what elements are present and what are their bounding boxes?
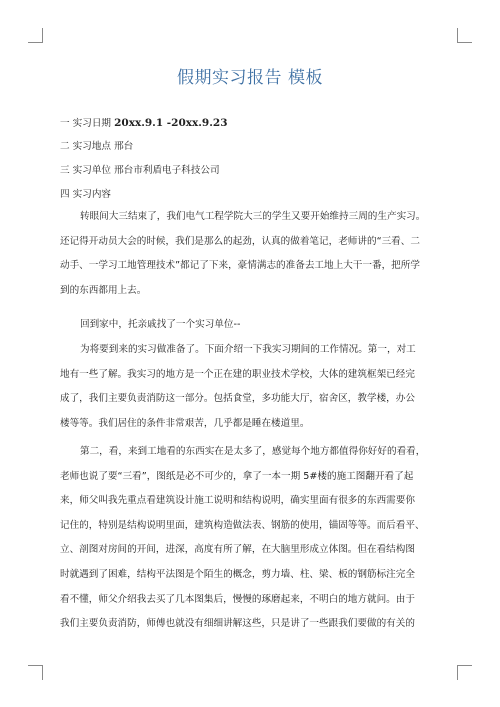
paragraph-line: 还记得开动员大会的时候，我们是那么的起劲，认真的做着笔记，老师讲的“三看、二: [60, 235, 420, 247]
paragraph: [60, 338, 440, 436]
paragraph-line: 楼等等。我们居住的条件非常艰苦，几乎都是睡在楼道里。: [60, 417, 310, 429]
paragraph-line: 转眼间大三结束了，我们电气工程学院大三的学生又要开始维持三周的生产实习。: [80, 211, 426, 222]
paragraph-line: 第二，看，来到工地看的东西实在是太多了，感觉每个地方都值得你好好的看看，: [80, 446, 426, 457]
meta-line-content: [60, 188, 111, 202]
paragraph-line: 地有一些了解。我实习的地方是一个正在建的职业技术学校，大体的建筑框架已经完: [60, 368, 415, 380]
meta-value: 邢台市利盾电子科技公司: [114, 165, 220, 176]
paragraph: [60, 313, 440, 338]
meta-line-date: [60, 116, 228, 131]
paragraph-line: 为将要到来的实习做准备了。下面介绍一下我实习期间的工作情况。第一，对工: [80, 344, 416, 355]
paragraph-line: 我们主要负责消防，师傅也就没有细细讲解这些，只是讲了一些跟我们要做的有关的: [60, 618, 415, 630]
paragraph-line: 立、剖图对房间的开间，进深，高度有所了解，在大脑里形成立体图。但在看结构图: [60, 544, 415, 556]
paragraph-line: 动手、一学习工地管理技术”都记了下来，豪情满志的准备去工地上大干一番，把所学: [60, 260, 420, 272]
meta-label: 四 实习内容: [60, 189, 112, 200]
paragraph-line: 看不懂，师父介绍我去买了几本图集后，慢慢的琢磨起来，不明白的地方就问。由于: [60, 593, 415, 605]
paragraph-line: 回到家中，托亲戚找了一个实习单位--: [80, 319, 241, 330]
page-corner-mark-bottom-left: [28, 665, 43, 680]
meta-line-location: [60, 140, 133, 154]
document-title: 假期实习报告 模板: [177, 68, 323, 88]
page-corner-mark-top-right: [457, 28, 472, 43]
paragraph: [60, 440, 440, 637]
meta-value: 邢台: [114, 141, 134, 152]
meta-value: 20xx.9.1 -20xx.9.23: [114, 117, 228, 129]
page-corner-mark-bottom-right: [457, 665, 472, 680]
page-corner-mark-top-left: [28, 28, 43, 43]
paragraph-line: 老师也说了要“三看”，图纸是必不可少的，拿了一本一期 5#楼的施工图翻开看了起: [60, 470, 414, 482]
paragraph: [60, 205, 440, 303]
meta-line-company: [60, 164, 220, 178]
paragraph-line: 时就遇到了困难，结构平法图是个陌生的概念，剪力墙、柱、梁、板的钢筋标注完全: [60, 568, 415, 580]
meta-label: 二 实习地点: [60, 141, 115, 152]
paragraph-line: 记住的，特别是结构说明里面，建筑构造做法表、钢筋的使用，锚固等等。而后看平、: [60, 519, 425, 531]
meta-label: 一 实习日期: [60, 118, 115, 129]
paragraph-line: 成了，我们主要负责消防这一部分。包括食堂，多功能大厅，宿舍区，教学楼，办公: [60, 393, 415, 405]
meta-label: 三 实习单位: [60, 165, 115, 176]
paragraph-line: 来，师父叫我先重点看建筑设计施工说明和结构说明，确实里面有很多的东西需要你: [60, 495, 415, 507]
paragraph-line: 到的东西都用上去。: [60, 284, 147, 296]
